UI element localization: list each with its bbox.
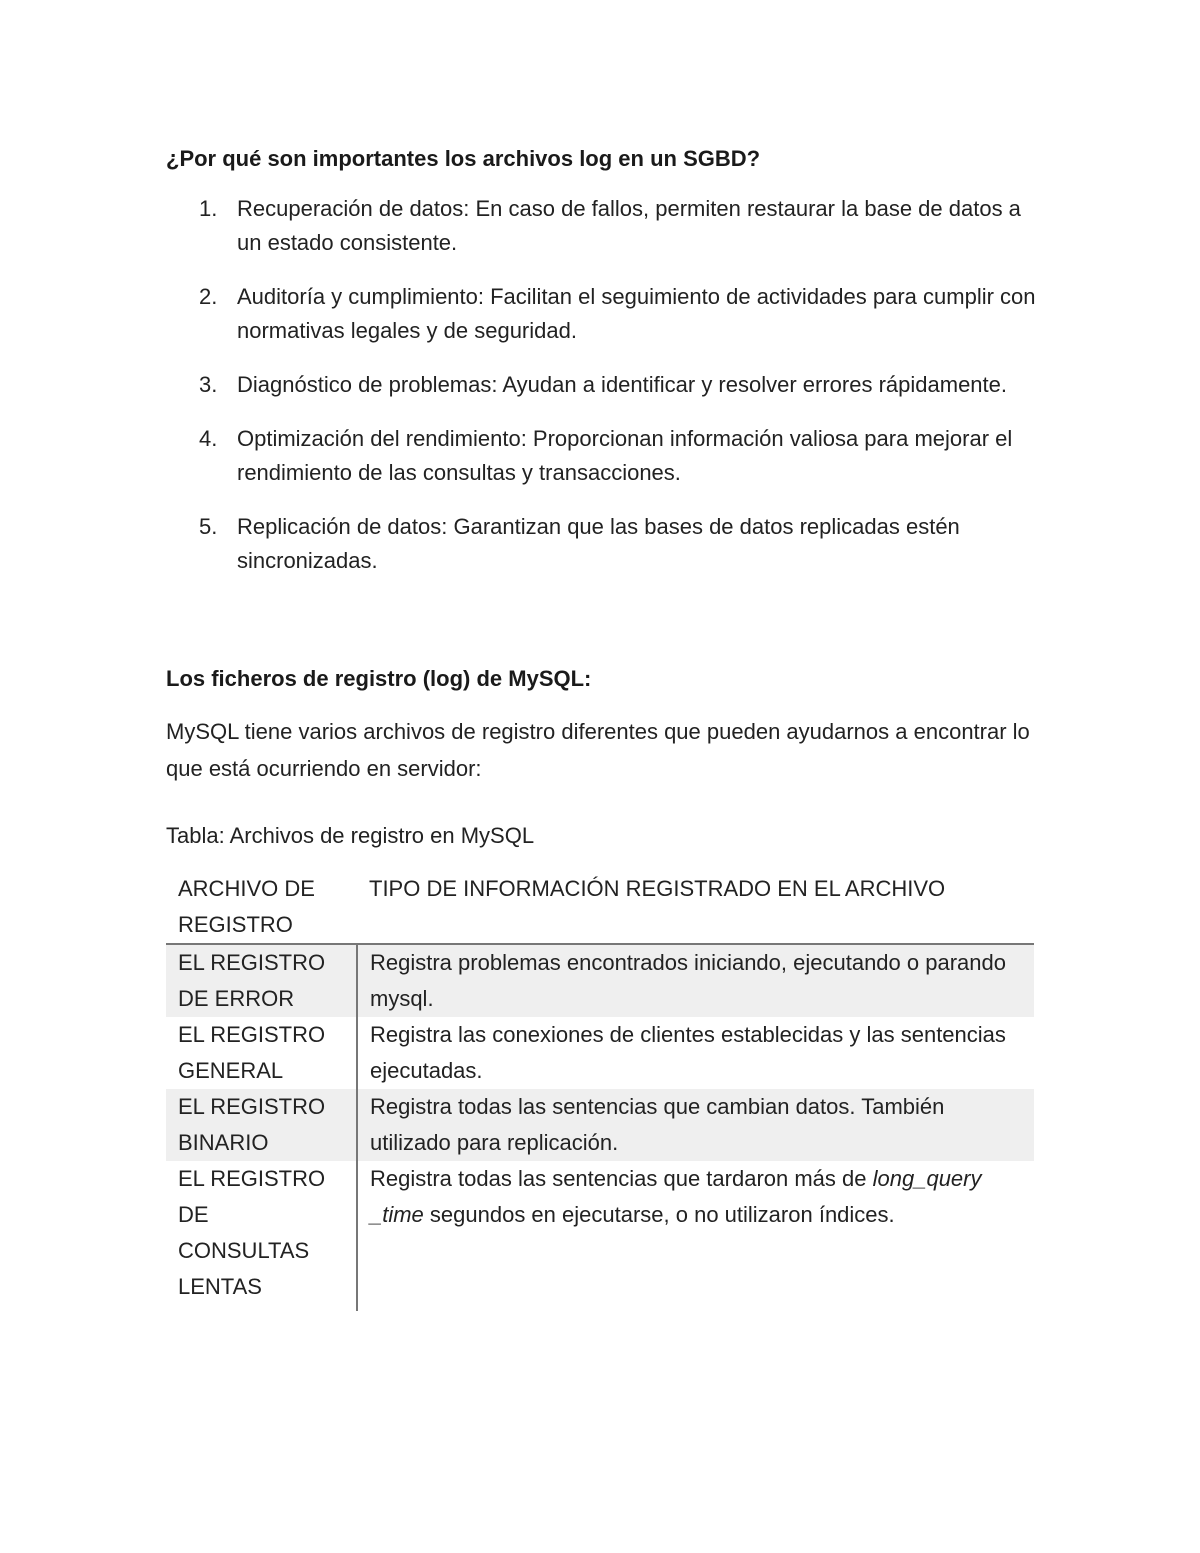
table-row: [166, 1017, 1034, 1089]
list-number: 3.: [199, 372, 218, 397]
log-name-cell: EL REGISTRO GENERAL: [166, 1017, 357, 1089]
list-number: 2.: [199, 284, 218, 309]
table-caption: Tabla: Archivos de registro en MySQL: [166, 823, 535, 848]
intro-paragraph: MySQL tiene varios archivos de registro diferentes que pueden ayudarnos a encontrar lo que está ocurriendo en servidor:: [166, 719, 1030, 781]
table-row: [166, 1161, 1034, 1311]
log-description-cell: Registra problemas encontrados iniciando, ejecutando o parando mysql.: [357, 944, 1034, 1017]
log-name-cell: EL REGISTRO DE ERROR: [166, 944, 357, 1017]
log-description-cell: Registra las conexiones de clientes establecidas y las sentencias ejecutadas.: [370, 1022, 1006, 1083]
section-heading-importance: ¿Por qué son importantes los archivos log en un SGBD?: [166, 146, 761, 171]
list-item: [166, 422, 1046, 490]
list-number: 4.: [199, 426, 218, 451]
list-item: [166, 510, 1046, 578]
list-item-text: Replicación de datos: Garantizan que las bases de datos replicadas estén sincronizadas.: [237, 514, 960, 573]
log-description-cell: Registra todas las sentencias que cambian datos. También utilizado para replicación.: [357, 1089, 1034, 1161]
list-number: 5.: [199, 514, 218, 539]
log-name-cell: EL REGISTRO BINARIO: [166, 1089, 357, 1161]
description-italic-term: long_query _time: [370, 1166, 982, 1227]
list-item: [166, 368, 1046, 402]
list-item-text: Optimización del rendimiento: Proporcionan información valiosa para mejorar el rendimiento de las consultas y transacciones.: [237, 426, 1013, 485]
list-item-text: Recuperación de datos: En caso de fallos, permiten restaurar la base de datos a un estado consistente.: [237, 196, 1021, 255]
log-files-table: [166, 871, 1034, 1311]
list-item: [166, 280, 1046, 348]
description-text: Registra todas las sentencias que tardaron más de: [370, 1166, 873, 1191]
column-header-file: ARCHIVO DE REGISTRO: [178, 876, 315, 937]
table-row: [166, 1089, 1034, 1161]
list-item-text: Auditoría y cumplimiento: Facilitan el seguimiento de actividades para cumplir con normativas legales y de seguridad.: [237, 284, 1036, 343]
column-header-info: TIPO DE INFORMACIÓN REGISTRADO EN EL ARCHIVO: [369, 876, 946, 901]
log-name-cell: EL REGISTRO DE CONSULTAS LENTAS: [166, 1161, 357, 1311]
table-row: [166, 944, 1034, 1017]
list-item-text: Diagnóstico de problemas: Ayudan a identificar y resolver errores rápidamente.: [237, 372, 1007, 397]
description-text: segundos en ejecutarse, o no utilizaron índices.: [423, 1202, 895, 1227]
table-header-row: [166, 871, 1034, 944]
log-description-cell: [357, 1161, 1034, 1311]
section-heading-mysql-logs: Los ficheros de registro (log) de MySQL:: [166, 666, 592, 691]
importance-list: [166, 192, 1046, 598]
list-item: [166, 192, 1046, 260]
list-number: 1.: [199, 196, 218, 221]
